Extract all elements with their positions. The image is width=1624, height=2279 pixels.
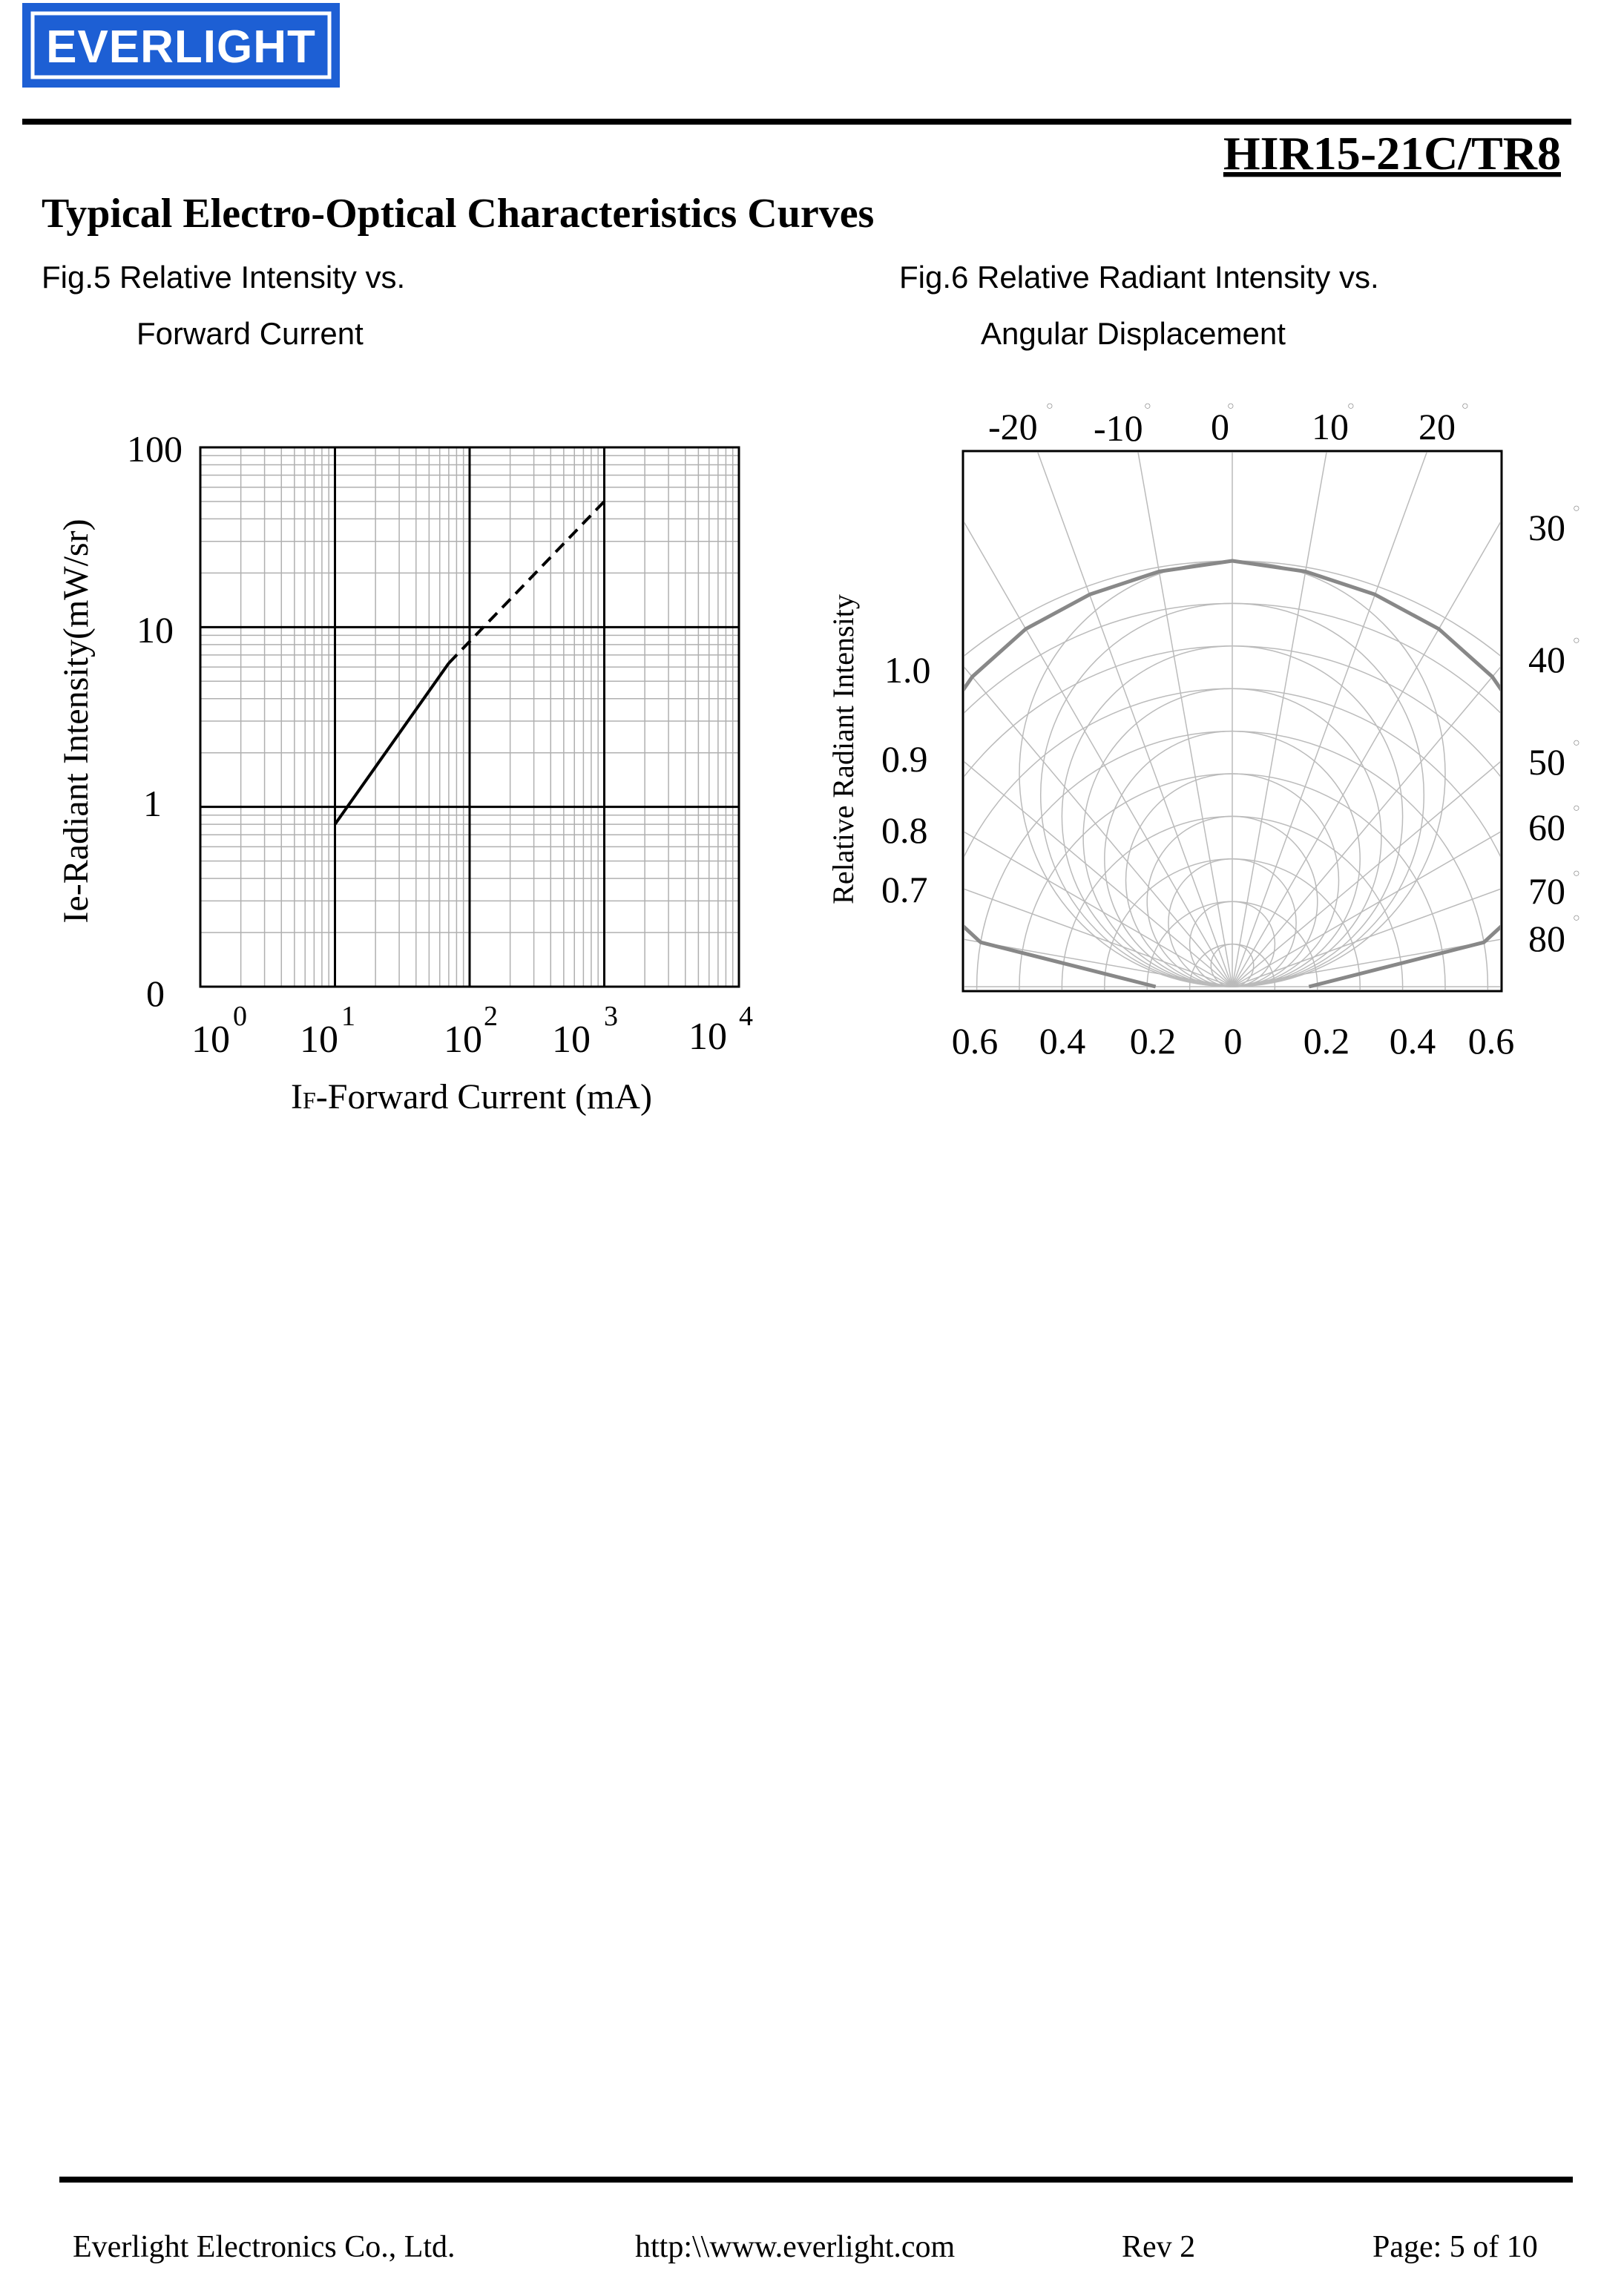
fig5-chart [42, 260, 753, 1117]
footer-url[interactable]: http:\\www.everlight.com [635, 2230, 956, 2264]
fig5-series-dashed [449, 501, 605, 663]
fig5-x-axis-label: IF-Forward Current (mA) [291, 1077, 652, 1117]
fig6-ring-label-1-0: 1.0 [884, 649, 931, 691]
logo-text: EVERLIGHT [46, 22, 316, 73]
fig5-xtick-4 [688, 1001, 753, 1058]
fig6-angle-ray [803, 476, 1232, 987]
fig6-angle-label-40: 40 [1528, 639, 1565, 680]
logo [22, 3, 340, 88]
fig6-ring-label-0-8: 0.8 [881, 809, 928, 851]
fig6-angle-label-80: 80 [1528, 918, 1565, 959]
fig6-angle-label-m20: -20 [988, 406, 1038, 447]
svg-text:4: 4 [739, 1001, 753, 1032]
fig6-degree-mark: ○ [1046, 400, 1053, 412]
fig6-angle-label-60: 60 [1528, 806, 1565, 848]
fig6-angle-label-m10: -10 [1094, 407, 1143, 449]
fig5-xtick-0 [191, 1001, 247, 1061]
svg-text:3: 3 [604, 1001, 618, 1032]
footer-company: Everlight Electronics Co., Ltd. [73, 2230, 456, 2264]
fig5-ytick-1: 1 [143, 783, 162, 824]
svg-text:1: 1 [341, 1001, 355, 1032]
svg-text:10: 10 [300, 1019, 338, 1061]
fig6-bottom-label: 0 [1223, 1020, 1243, 1062]
fig6-angle-label-20: 20 [1418, 406, 1456, 447]
fig6-polar-grid [565, 319, 1624, 1413]
fig5-ytick-10: 10 [137, 609, 174, 651]
svg-text:10: 10 [552, 1019, 591, 1061]
fig6-degree-mark: ○ [1462, 400, 1469, 412]
svg-text:0: 0 [233, 1001, 247, 1032]
fig6-degree-mark: ○ [1347, 400, 1355, 412]
fig6-degree-mark: ○ [1573, 802, 1580, 815]
fig5-series-solid [335, 663, 449, 824]
fig6-angle-ray [721, 557, 1232, 987]
fig5-gridlines [200, 447, 739, 987]
fig6-degree-mark: ○ [1573, 737, 1580, 749]
fig5-xtick-1 [300, 1001, 355, 1061]
svg-text:2: 2 [484, 1001, 498, 1032]
fig6-degree-mark: ○ [1227, 400, 1235, 412]
fig5-xtick-3 [552, 1001, 618, 1061]
fig6-angle-ray [1004, 359, 1232, 987]
svg-text:10: 10 [191, 1019, 230, 1061]
fig5-ytick-0: 0 [146, 973, 165, 1014]
fig6-angle-ray [654, 653, 1232, 987]
fig6-bottom-label: 0.4 [1389, 1020, 1436, 1062]
fig6-chart [565, 260, 1624, 1413]
fig6-degree-mark: ○ [1144, 400, 1151, 412]
fig6-angle-label-30: 30 [1528, 507, 1565, 548]
fig5-ytick-100: 100 [127, 428, 183, 470]
fig6-ring-label-0-7: 0.7 [881, 869, 928, 910]
fig6-angle-ray [1232, 359, 1461, 987]
section-title: Typical Electro-Optical Characteristics Curves [42, 191, 875, 237]
fig6-degree-mark: ○ [1573, 912, 1580, 924]
fig6-degree-mark: ○ [1573, 502, 1580, 515]
svg-text:10: 10 [444, 1019, 482, 1061]
fig6-angle-label-70: 70 [1528, 870, 1565, 912]
fig6-y-axis-label: Relative Radiant Intensity [826, 594, 860, 904]
svg-text:10: 10 [688, 1016, 727, 1058]
fig6-angle-label-50: 50 [1528, 741, 1565, 783]
footer-rev: Rev 2 [1122, 2230, 1196, 2264]
footer-page: Page: 5 of 10 [1372, 2230, 1538, 2264]
fig6-bottom-label: 0.2 [1129, 1020, 1177, 1062]
fig5-title-line1: Fig.5 Relative Intensity vs. [42, 260, 406, 295]
fig5-y-axis-label: Ie-Radiant Intensity(mW/sr) [56, 519, 96, 924]
fig6-bottom-label: 0.6 [951, 1020, 999, 1062]
fig6-degree-mark: ○ [1573, 634, 1580, 647]
fig6-bottom-label: 0.6 [1467, 1020, 1515, 1062]
fig6-ring-label-0-9: 0.9 [881, 738, 928, 780]
fig6-title-line1: Fig.6 Relative Radiant Intensity vs. [899, 260, 1379, 295]
fig6-title-line2: Angular Displacement [981, 316, 1286, 351]
fig6-bottom-label: 0.2 [1303, 1020, 1350, 1062]
fig5-title-line2: Forward Current [137, 316, 364, 351]
fig5-xtick-2 [444, 1001, 498, 1061]
fig6-bottom-label: 0.4 [1039, 1020, 1086, 1062]
fig6-angle-label-0: 0 [1211, 406, 1229, 447]
fig6-angle-label-10: 10 [1312, 406, 1349, 447]
part-number: HIR15-21C/TR8 [1223, 127, 1561, 180]
fig6-degree-mark: ○ [1573, 867, 1580, 880]
